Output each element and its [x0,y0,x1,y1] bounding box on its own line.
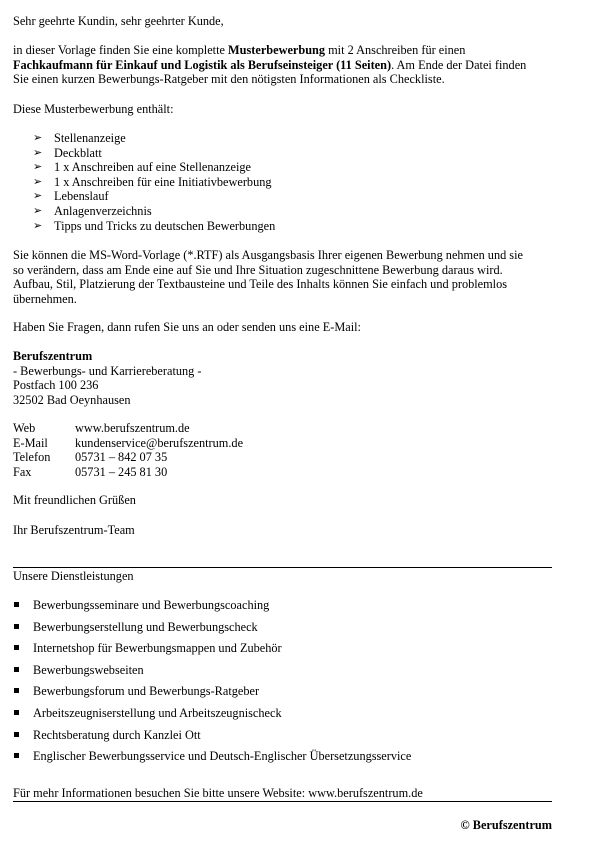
arrow-bullet-icon: ➢ [33,219,43,232]
square-bullet-icon [14,624,19,629]
service-label: Rechtsberatung durch Kanzlei Ott [33,727,201,742]
arrow-bullet-icon: ➢ [33,204,43,217]
service-item [13,728,411,750]
company-name: Berufszentrum [13,349,93,363]
more-info-line: Für mehr Informationen besuchen Sie bitte unsere Website: www.berufszentrum.de [13,786,423,800]
service-item [13,620,411,642]
arrow-bullet-icon: ➢ [33,190,43,203]
square-bullet-icon [14,645,19,650]
checklist-item [33,146,275,161]
square-bullet-icon [14,732,19,737]
arrow-bullet-icon: ➢ [33,175,43,188]
checklist-item-label: Anlagenverzeichnis [54,203,152,218]
address-block [13,349,553,407]
intro-bold-job-title: Fachkaufmann für Einkauf und Logistik als Berufseinsteiger (11 Seiten) [13,57,392,72]
checklist-item-label: Stellenanzeige [54,131,126,145]
services-heading: Unsere Dienstleistungen [13,569,134,583]
service-item [13,684,411,706]
usage-paragraph [13,248,553,306]
phone-number: 05731 – 842 07 35 [75,450,168,465]
website-link[interactable]: www.berufszentrum.de [75,421,190,435]
intro-line-3: Sie einen kurzen Bewerbungs-Ratgeber mit den nötigsten Informationen als Checkliste. [13,72,445,87]
services-list [13,598,411,771]
checklist-item-label: Tipps und Tricks zu deutschen Bewerbungen [54,218,276,233]
checklist-item-label: 1 x Anschreiben für eine Initiativbewerbung [54,174,272,189]
contact-row-fax [13,465,243,480]
fax-number: 05731 – 245 81 30 [75,464,168,479]
checklist-item-label: Deckblatt [54,145,102,160]
arrow-bullet-icon: ➢ [33,132,43,144]
service-label: Arbeitszeugniserstellung und Arbeitszeugnischeck [33,705,282,720]
contact-label: E-Mail [13,435,48,450]
intro-text-1: in dieser Vorlage finden Sie eine komplette [13,43,229,57]
square-bullet-icon [14,688,19,693]
divider-bottom [13,801,552,802]
square-bullet-icon [14,667,19,672]
intro-paragraph [13,43,553,87]
contents-checklist [33,131,275,233]
checklist-item [33,160,275,175]
square-bullet-icon [14,710,19,715]
intro-text-3: . Am Ende der Datei finden [391,57,527,72]
checklist-item [33,175,275,190]
postbox: Postfach 100 236 [13,378,99,393]
contact-table [13,421,243,479]
usage-line: übernehmen. [13,291,77,306]
company-tagline: - Bewerbungs- und Karriereberatung - [13,363,202,378]
usage-line: Sie können die MS-Word-Vorlage (*.RTF) als Ausgangsbasis Ihrer eigenen Bewerbung nehmen und sie [13,248,523,262]
service-label: Internetshop für Bewerbungsmappen und Zubehör [33,641,282,656]
contact-label: Fax [13,464,32,479]
service-label: Bewerbungserstellung und Bewerbungscheck [33,619,258,634]
intro-text-2: mit 2 Anschreiben für einen [325,43,466,57]
contents-heading: Diese Musterbewerbung enthält: [13,102,174,116]
service-item [13,749,411,771]
square-bullet-icon [14,753,19,758]
checklist-item [33,204,275,219]
service-item [13,641,411,663]
intro-line-2 [13,58,553,73]
square-bullet-icon [14,602,19,607]
checklist-item [33,189,275,204]
contact-label: Web [13,421,36,435]
contact-row-web [13,421,243,436]
contact-label: Telefon [13,450,51,465]
intro-bold-musterbewerbung: Musterbewerbung [228,43,326,57]
service-label: Bewerbungswebseiten [33,662,144,677]
checklist-item-label: Lebenslauf [54,189,109,204]
arrow-bullet-icon: ➢ [33,161,43,174]
divider-top [13,567,552,568]
checklist-item [33,219,275,234]
signature-line: Ihr Berufszentrum-Team [13,523,135,537]
usage-line: Aufbau, Stil, Platzierung der Textbausteine und Teile des Inhalts können Sie einfach und problemlos [13,277,508,292]
copyright-notice: © Berufszentrum [460,818,552,832]
service-label: Bewerbungsseminare und Bewerbungscoaching [33,598,270,612]
service-label: Englischer Bewerbungsservice und Deutsch-Englischer Übersetzungsservice [33,749,412,764]
closing-line: Mit freundlichen Grüßen [13,493,136,507]
service-item [13,706,411,728]
contact-row-phone [13,450,243,465]
arrow-bullet-icon: ➢ [33,146,43,159]
service-item [13,598,411,620]
salutation: Sehr geehrte Kundin, sehr geehrter Kunde, [13,14,224,28]
intro-line-1 [13,43,553,58]
service-label: Bewerbungsforum und Bewerbungs-Ratgeber [33,684,260,699]
email-link[interactable]: kundenservice@berufszentrum.de [75,435,244,450]
checklist-item-label: 1 x Anschreiben auf eine Stellenanzeige [54,160,252,175]
service-item [13,663,411,685]
usage-line: so verändern, dass am Ende eine auf Sie und Ihre Situation zugeschnittene Bewerbung daraus wird. [13,262,503,277]
contact-row-email [13,436,243,451]
city: 32502 Bad Oeynhausen [13,392,131,407]
checklist-item [33,131,275,146]
questions-line: Haben Sie Fragen, dann rufen Sie uns an oder senden uns eine E-Mail: [13,320,361,334]
